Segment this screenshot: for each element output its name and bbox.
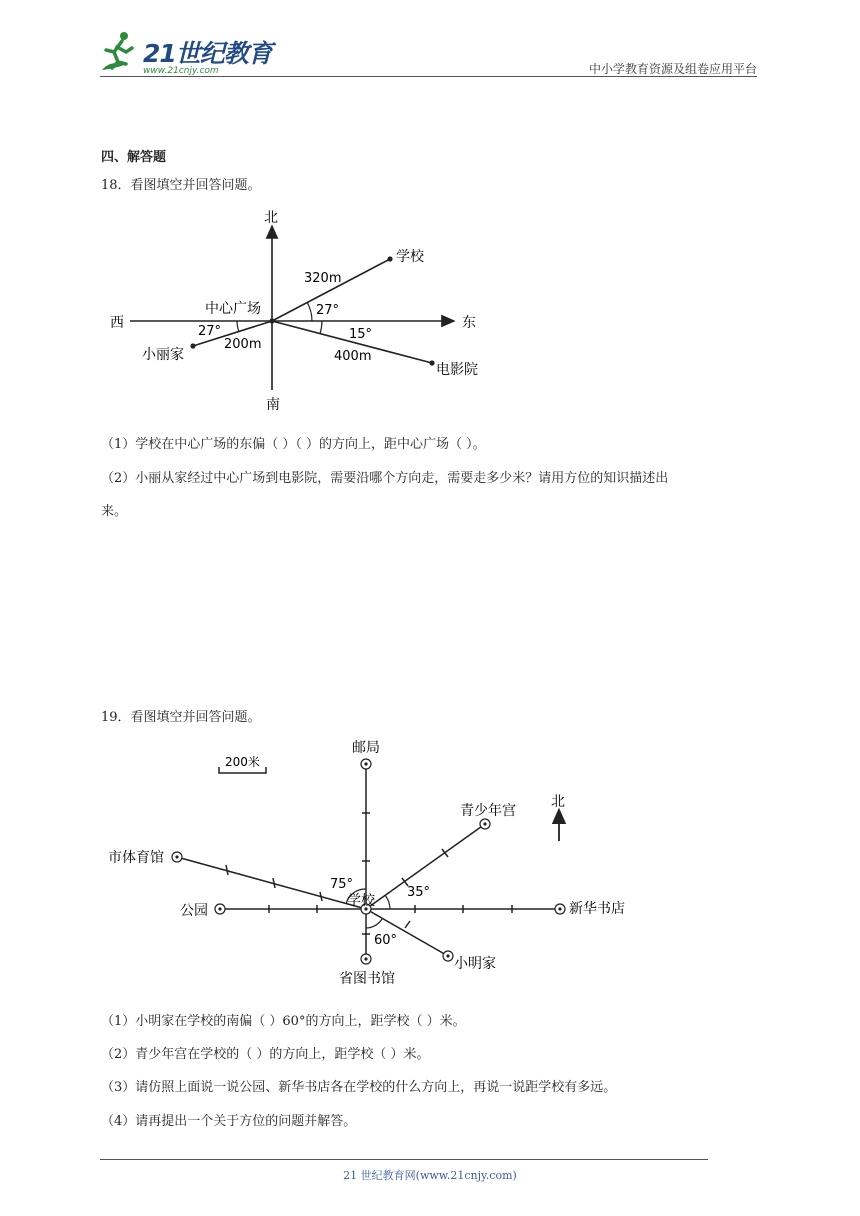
cinema-point <box>429 360 434 365</box>
label-school-dist: 320m <box>304 271 342 286</box>
q18-sub2-line2: 来。 <box>101 504 128 519</box>
label-cinema: 电影院 <box>436 362 478 378</box>
label-cinema-angle: 15° <box>349 327 373 342</box>
q19-sub2: （2）青少年宫在学校的（ ）的方向上，距学校（ ）米。 <box>101 1047 430 1062</box>
home-point <box>190 343 195 348</box>
arc-youth <box>385 895 390 909</box>
scale-label: 200米 <box>225 755 260 769</box>
footer-divider <box>100 1159 708 1160</box>
label-north: 北 <box>264 210 278 226</box>
label-west: 西 <box>110 315 124 331</box>
angle-arc-school <box>307 302 312 321</box>
logo-url: www.21cnjy.com <box>143 66 219 76</box>
label-school-center: 学校 <box>347 893 375 909</box>
q19-sub3: （3）请仿照上面说一说公园、新华书店各在学校的什么方向上，再说一说距学校有多远。 <box>101 1080 617 1095</box>
label-home: 小丽家 <box>142 347 184 363</box>
logo-text: 21世纪教育 <box>143 39 272 68</box>
q19-sub1: （1）小明家在学校的南偏（ ）60°的方向上，距学校（ ）米。 <box>101 1014 466 1029</box>
label-post: 邮局 <box>352 740 380 756</box>
q18-title: 18．看图填空并回答问题。 <box>101 178 261 193</box>
footer-text: 21 世纪教育网(www.21cnjy.com) <box>343 1169 517 1182</box>
q18-sub1: （1）学校在中心广场的东偏（ ）（ ）的方向上，距中心广场（ ）。 <box>101 437 486 452</box>
label-youth: 青少年宫 <box>460 803 516 819</box>
label-home-dist: 200m <box>224 337 262 352</box>
label-school-angle: 27° <box>316 303 340 318</box>
label-library: 省图书馆 <box>339 971 395 987</box>
angle-arc-home <box>237 321 239 332</box>
label-xiaoming: 小明家 <box>454 956 496 972</box>
angle-arc-cinema <box>320 321 322 334</box>
label-school: 学校 <box>396 249 424 265</box>
label-bookstore: 新华书店 <box>569 901 625 917</box>
label-angle-gym: 75° <box>330 877 354 892</box>
header-divider <box>100 76 757 77</box>
label-park: 公园 <box>180 903 208 919</box>
label-angle-ming: 60° <box>374 933 398 948</box>
label-home-angle: 27° <box>198 324 222 339</box>
label-east: 东 <box>462 315 476 331</box>
school-point <box>387 256 392 261</box>
q18-sub2-line1: （2）小丽从家经过中心广场到电影院，需要沿哪个方向走，需要走多少米？请用方位的知识描述出 <box>101 471 669 486</box>
center-point <box>269 318 274 323</box>
label-cinema-dist: 400m <box>334 349 372 364</box>
q19-sub4: （4）请再提出一个关于方位的问题并解答。 <box>101 1114 357 1129</box>
q19-map-diagram <box>100 735 660 995</box>
q19-title: 19．看图填空并回答问题。 <box>101 710 261 725</box>
label-south: 南 <box>266 397 280 413</box>
label-angle-youth: 35° <box>407 885 431 900</box>
label-gym: 市体育馆 <box>108 850 164 866</box>
label-center: 中心广场 <box>205 301 261 317</box>
q18-compass-diagram <box>100 200 520 420</box>
header-platform-text: 中小学教育资源及组卷应用平台 <box>588 62 757 76</box>
gym-ticks <box>226 865 322 901</box>
section-title: 四、解答题 <box>101 150 167 165</box>
arc-ming <box>366 919 382 928</box>
north-label: 北 <box>551 794 565 810</box>
logo-icon <box>96 30 142 74</box>
